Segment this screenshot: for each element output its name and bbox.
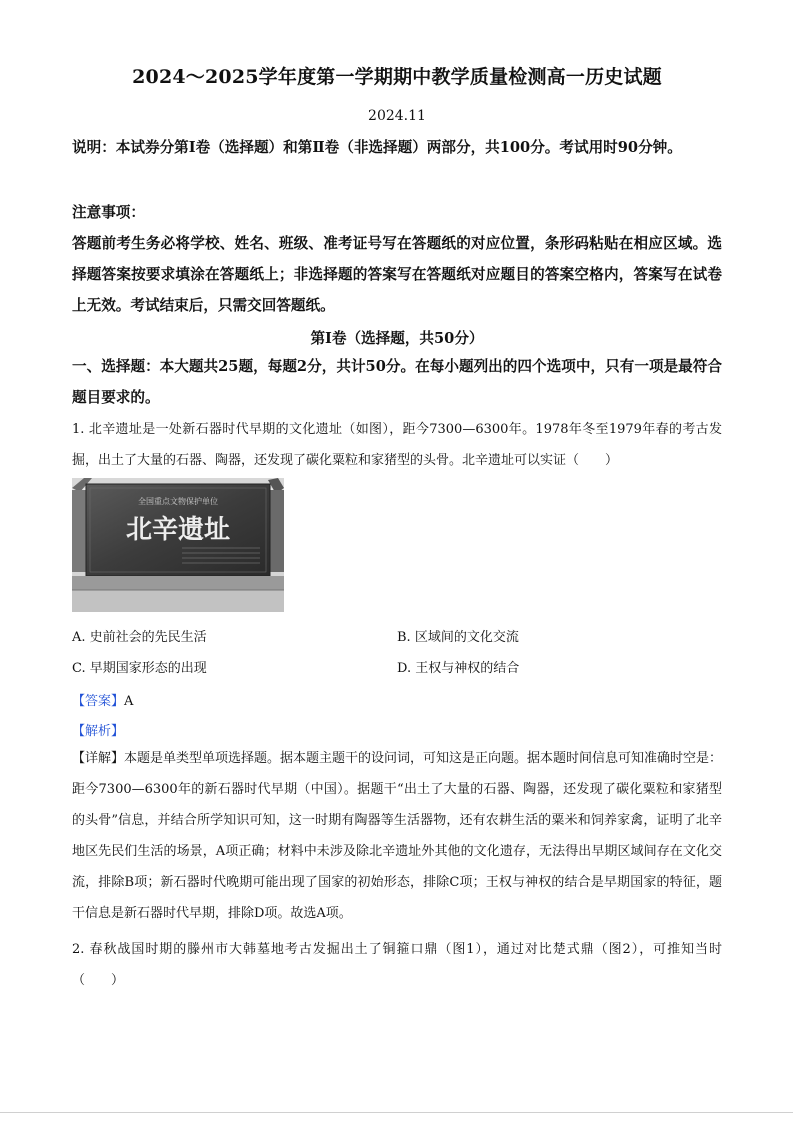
question-1-figure [72,478,284,612]
section-intro: 一、选择题：本大题共25题，每题2分，共计50分。在每小题列出的四个选项中，只有一项是最符合题目要求的。 [72,358,722,406]
option-b-text: 区域间的文化交流 [414,630,519,645]
stele-photo [72,478,284,612]
notice-title: 注意事项： [72,204,145,221]
exam-description: 说明：本试券分第Ⅰ卷（选择题）和第Ⅱ卷（非选择题）两部分，共100分。考试用时90分钟。 [72,139,682,156]
option-a-label: A. [72,630,86,645]
option-c-text: 早期国家形态的出现 [89,661,207,676]
answer-value: A [124,694,134,709]
notice-body: 答题前考生务必将学校、姓名、班级、准考证号写在答题纸的对应位置，条形码粘贴在相应区域。选择题答案按要求填涂在答题纸上；非选择题的答案写在答题纸对应题目的答案空格内，答案写在试卷上无效。考试结束后，只需交回答题纸。 [72,235,722,314]
option-d [397,657,519,676]
option-d-text: 王权与神权的结合 [415,661,520,676]
section-title: 第Ⅰ卷（选择题，共50分） [310,330,484,347]
option-c [72,657,207,676]
option-b-label: B. [397,630,411,645]
option-d-label: D. [397,661,412,676]
question-1-detail: 【详解】本题是单类型单项选择题。据本题主题干的设问词，可知这是正向题。据本题时间信息可知准确时空是：距今7300—6300年的新石器时代早期（中国）。据题干“出土了大量的石器、陶器，还发现了碳化粟粒和家猪型的头骨”信息，并结合所学知识可知，这一时期有陶器等生活器物，还有农耕生活的粟米和饲养家禽，证明了北辛地区先民们生活的场景，A项正确；材料中未涉及除北辛遗址外其他的文化遗存，无法得出早期区域间存在文化交流，排除B项；新石器时代晚期可能出现了国家的初始形态，排除C项；王权与神权的结合是早期国家的特征，题干信息是新石器时代早期，排除D项。故选A项。 [72,751,723,921]
exam-date: 2024.11 [368,108,426,124]
stele-main-inscription: 北辛遗址 [125,515,231,545]
answer-tag: 【答案】 [72,694,125,709]
option-a [72,626,207,645]
question-2-stem: 2. 春秋战国时期的滕州市大韩墓地考古发掘出土了铜箍口鼎（图1），通过对比楚式鼎（图2），可推知当时（ ） [72,942,722,988]
option-c-label: C. [72,661,86,676]
analysis-line [72,720,124,739]
option-b [397,626,519,645]
question-1-stem: 1. 北辛遗址是一处新石器时代早期的文化遗址（如图），距今7300—6300年。1978年冬至1979年春的考古发掘，出土了大量的石器、陶器，还发现了碳化粟粒和家猪型的头骨。北辛遗址可以实证（ ） [72,422,722,468]
stele-top-inscription: 全国重点文物保护单位 [138,497,218,506]
page-bottom-rule [0,1112,793,1113]
answer-line [72,690,133,709]
option-a-text: 史前社会的先民生活 [89,630,207,645]
analysis-tag: 【解析】 [72,724,125,739]
page-title: 2024～2025学年度第一学期期中教学质量检测高一历史试题 [132,66,662,88]
